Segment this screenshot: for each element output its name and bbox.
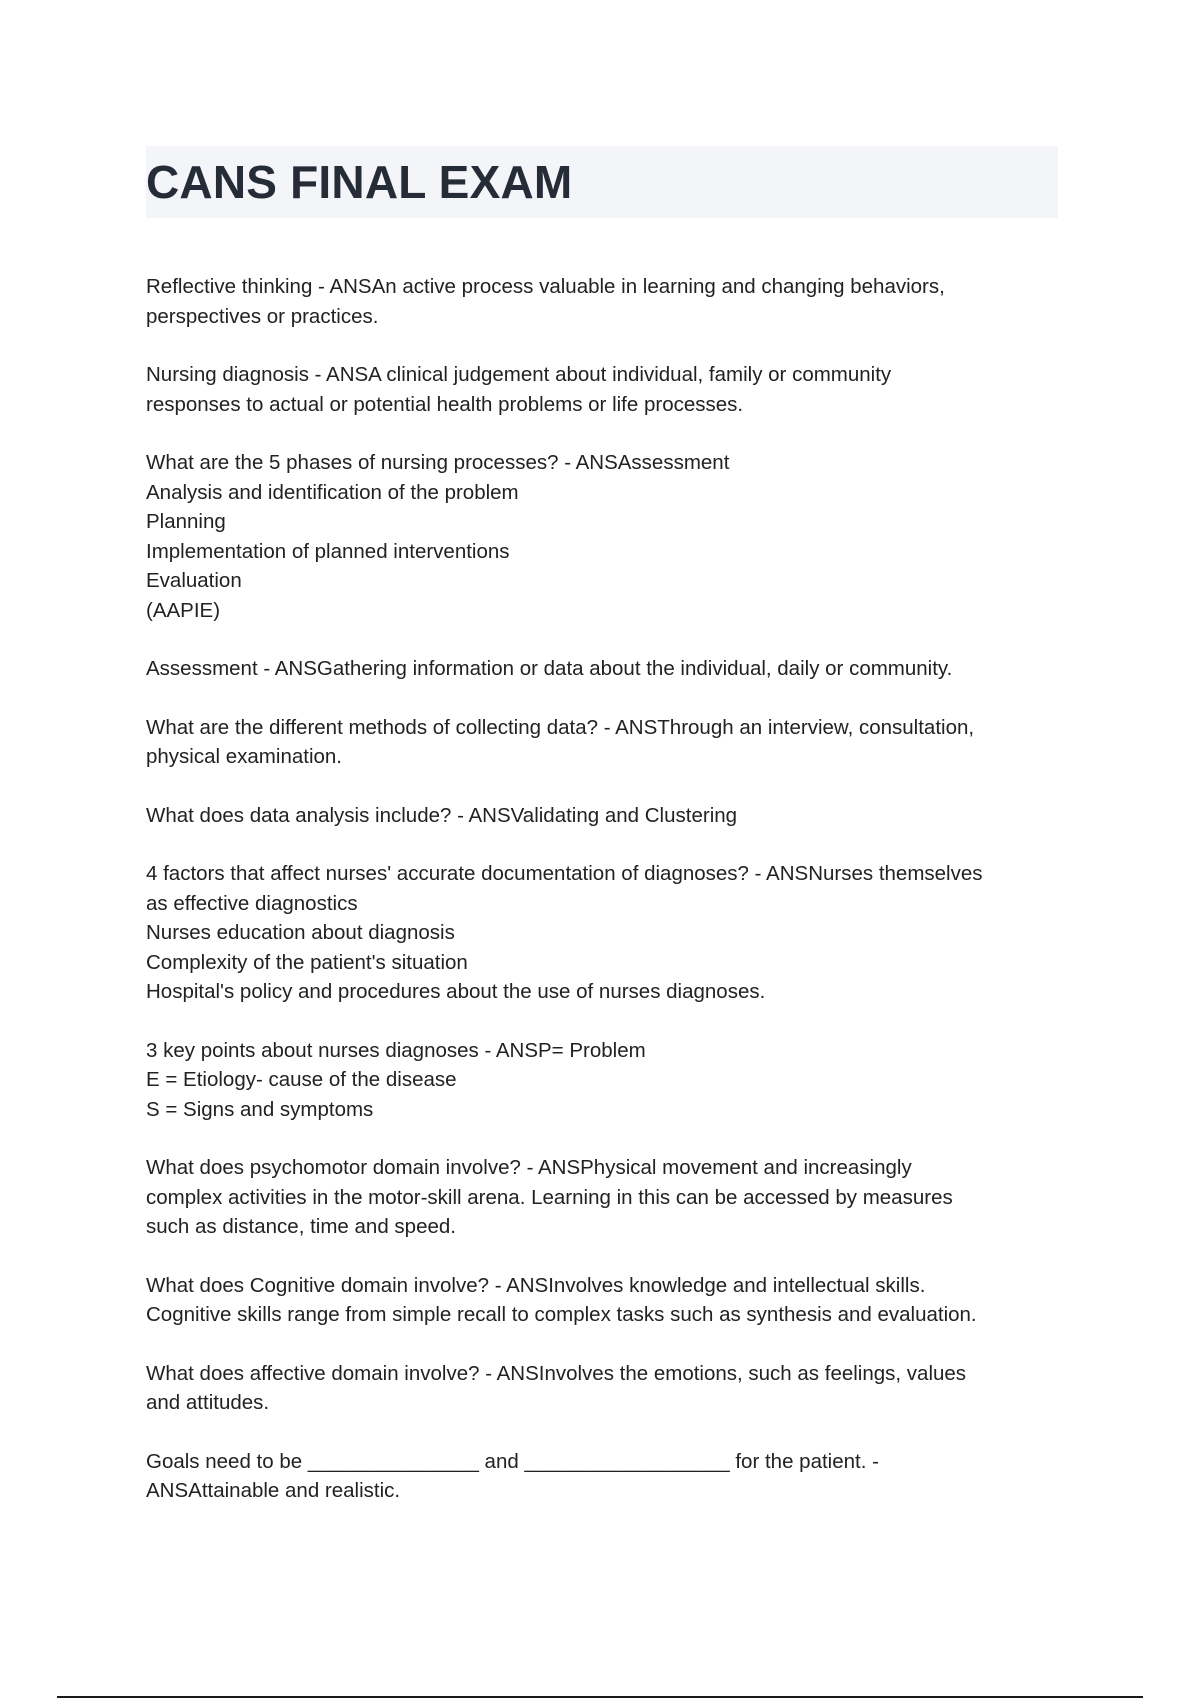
- qa-entry: [146, 859, 1066, 1007]
- qa-answer-line: as effective diagnostics: [146, 891, 358, 915]
- qa-question-line: Goals need to be _______________ and __________________ for the patient. -: [146, 1449, 879, 1473]
- qa-answer-line: S = Signs and symptoms: [146, 1097, 374, 1121]
- qa-answer-line: Hospital's policy and procedures about the use of nurses diagnoses.: [146, 980, 766, 1003]
- qa-answer-line: ANSAttainable and realistic.: [146, 1479, 401, 1502]
- qa-entry: [146, 1036, 1066, 1125]
- qa-question-line: What does Cognitive domain involve? - ANSInvolves knowledge and intellectual skills.: [146, 1273, 926, 1297]
- qa-entry: [146, 1359, 1066, 1418]
- qa-question-line: 3 key points about nurses diagnoses - ANSP= Problem: [146, 1038, 646, 1062]
- qa-entry: [146, 801, 1066, 831]
- qa-entry: [146, 448, 1066, 625]
- qa-answer-line: and attitudes.: [146, 1391, 270, 1414]
- qa-answer-line: Planning: [146, 510, 226, 533]
- qa-entry: [146, 654, 1066, 684]
- qa-content: [146, 272, 1066, 1535]
- qa-answer-line: responses to actual or potential health problems or life processes.: [146, 392, 744, 416]
- qa-entry: [146, 272, 1066, 331]
- qa-answer-line: Implementation of planned interventions: [146, 539, 510, 563]
- qa-question-line: What are the 5 phases of nursing processes? - ANSAssessment: [146, 451, 730, 474]
- footer-divider: [57, 1696, 1143, 1698]
- qa-question-line: What does affective domain involve? - ANSInvolves the emotions, such as feelings, values: [146, 1361, 967, 1385]
- qa-answer-line: (AAPIE): [146, 598, 221, 622]
- qa-answer-line: E = Etiology- cause of the disease: [146, 1068, 457, 1091]
- qa-entry: [146, 1447, 1066, 1506]
- qa-answer-line: such as distance, time and speed.: [146, 1215, 456, 1238]
- qa-answer-line: Cognitive skills range from simple recall to complex tasks such as synthesis and evaluation.: [146, 1303, 977, 1326]
- qa-answer-line: Complexity of the patient's situation: [146, 950, 468, 974]
- page-title: CANS FINAL EXAM: [146, 156, 573, 208]
- qa-question-line: What does psychomotor domain involve? - ANSPhysical movement and increasingly: [146, 1156, 912, 1179]
- qa-question-line: Nursing diagnosis - ANSA clinical judgement about individual, family or community: [146, 363, 892, 386]
- qa-answer-line: Nurses education about diagnosis: [146, 921, 455, 944]
- qa-question-line: What are the different methods of collecting data? - ANSThrough an interview, consultation,: [146, 715, 975, 739]
- qa-answer-line: Analysis and identification of the problem: [146, 480, 519, 504]
- qa-question-line: Reflective thinking - ANSAn active process valuable in learning and changing behaviors,: [146, 275, 945, 298]
- qa-answer-line: Evaluation: [146, 569, 242, 592]
- qa-entry: [146, 360, 1066, 419]
- qa-entry: [146, 1153, 1066, 1242]
- qa-answer-line: perspectives or practices.: [146, 304, 379, 328]
- title-banner: [146, 146, 1058, 218]
- qa-question-line: 4 factors that affect nurses' accurate documentation of diagnoses? - ANSNurses themselves: [146, 862, 983, 885]
- qa-answer-line: complex activities in the motor-skill arena. Learning in this can be accessed by measures: [146, 1185, 953, 1209]
- qa-answer-line: physical examination.: [146, 745, 342, 768]
- qa-entry: [146, 713, 1066, 772]
- qa-entry: [146, 1271, 1066, 1330]
- qa-question-line: What does data analysis include? - ANSValidating and Clustering: [146, 803, 738, 827]
- qa-question-line: Assessment - ANSGathering information or data about the individual, daily or community.: [146, 657, 953, 680]
